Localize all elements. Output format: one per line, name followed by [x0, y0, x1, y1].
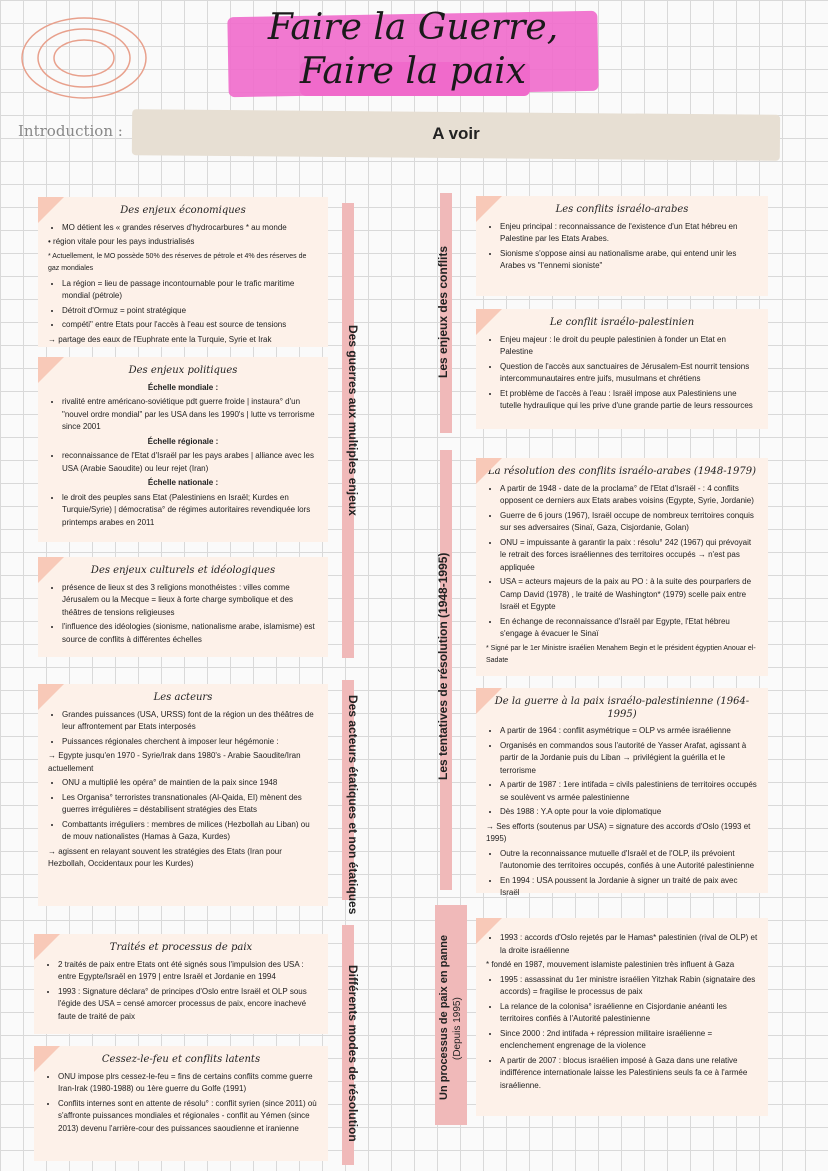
card-resolution-israelo-arabes [476, 458, 768, 676]
card-title: Des enjeux économiques [120, 205, 246, 216]
list-item: • ONU impose plrs cessez-le-feu = fins de certains conflits comme guerre Iran-Irak (1980-1988) ou 1ère guerre du Golfe (1991) [58, 1071, 318, 1096]
list-item: • A partir de 1987 : 1ere intifada = civils palestiniens de territoires occupés se soulèvent vs armée palestinienne [500, 779, 758, 804]
list-item: • Enjeu majeur : le droit du peuple palestinien à fonder un Etat en Palestine [500, 334, 758, 359]
list-item: • Les Organisa° terroristes transnationales (Al-Qaida, EI) mènent des guerres irrégulières = déstabilisent stratégies des Etats [62, 792, 318, 817]
avoir-text: A voir [432, 124, 480, 143]
list-item: • A partir de 1964 : conflit asymétrique = OLP vs armée israélienne [500, 725, 758, 738]
right-section2-label: Les tentatives de résolution (1948-1995) [436, 552, 450, 780]
list-item: • La région = lieu de passage incontournable pour le trafic maritime mondial (pétrole) [62, 278, 318, 303]
list-item: • présence de lieux st des 3 religions monothéistes : villes comme Jérusalem ou la Mecque = lieux à forte charge symbolique et des théâtres de tensions religieuses [62, 582, 318, 620]
list-item: • Dès 1988 : Y.A opte pour la voie diplomatique [500, 806, 758, 819]
scale-heading: Échelle régionale : [147, 436, 219, 446]
card-cessez-le-feu [34, 1046, 328, 1161]
right-section1-label: Les enjeux des conflits [436, 245, 450, 378]
card-enjeux-politiques [38, 357, 328, 542]
list-item: • Since 2000 : 2nd intifada + répression militaire israélienne = enclenchement engrenage de la violence [500, 1028, 758, 1053]
list-item: • A partir de 2007 : blocus israélien imposé à Gaza dans une relative indifférence internationale laisse les Palestiniens seuls fa ce à l'armée israélienne. [500, 1055, 758, 1093]
list-item: • rivalité entre américano-soviétique pdt guerre froide | instaura° d'un "nouvel ordre mondial" par les USA dans les 1990's | lutte vs terrorisme since 2001 [62, 396, 318, 434]
title-line-2: Faire la paix [299, 51, 527, 92]
right-section3-sub: (Depuis 1995) [452, 997, 463, 1060]
list-item: • USA = acteurs majeurs de la paix au PO : à la suite des pourparlers de Camp David (1978) , le traité de Washington* (1979) scelle paix entre Israël et Egypte [500, 576, 758, 614]
card-enjeux-culturels [38, 557, 328, 657]
list-item: • En 1994 : USA poussent la Jordanie à signer un traité de paix avec Israël [500, 875, 758, 900]
list-item: • Question de l'accès aux sanctuaires de Jérusalem-Est nourrit tensions intercommunautaires entre juifs, musulmans et chrétiens [500, 361, 758, 386]
list-item: • La relance de la colonisa° israélienne en Cisjordanie anéanti les territoires confiés à l'Autorité palestinienne [500, 1001, 758, 1026]
list-item: • 1993 : accords d'Oslo rejetés par le Hamas* palestinien (rival de OLP) et la droite israélienne [500, 932, 758, 957]
spiral-doodle [14, 8, 154, 108]
note: * fondé en 1987, mouvement islamiste palestinien très influent à Gaza [486, 960, 735, 969]
list-item: • Conflits internes sont en attente de résolu° : conflit syrien (since 2011) où s'affronte puissances mondiales et régionales - conflit au Yémen (since 2013) devenu l'arrière-cour des puissances saoudienne et iranienne [58, 1098, 318, 1136]
list-item: • Guerre de 6 jours (1967), Israël occupe de nombreux territoires conquis sur ses adversaires (Sinaï, Gaza, Cisjordanie, Golan) [500, 510, 758, 535]
card-conflits-israelo-arabes [476, 196, 768, 296]
card-title: Cessez-le-feu et conflits latents [101, 1054, 261, 1065]
card-title: Traités et processus de paix [109, 942, 253, 953]
page-title [228, 6, 598, 94]
list-item: • 2 traités de paix entre Etats ont été signés sous l'impulsion des USA : entre Egypte/Israël en 1979 | entre Israël et Jordanie en 1994 [58, 959, 318, 984]
title-line-1: Faire la Guerre, [267, 7, 559, 48]
list-item: • Et problème de l'accès à l'eau : Israël impose aux Palestiniens une tutelle hydraulique qui les prive d'une grande partie de leurs ressources [500, 388, 758, 413]
list-item: • Combattants irréguliers : membres de milices (Hezbollah au Liban) ou de mouv nationalistes (Hamas à Gaza, Kurdes) [62, 819, 318, 844]
footnote: * Signé par le 1er Ministre israélien Menahem Begin et le président égyptien Anouar el-Sadate [486, 644, 756, 664]
list-item: • Puissances régionales cherchent à imposer leur hégémonie : [62, 736, 318, 749]
left-section2-label: Des acteurs étatiques et non étatiques [346, 695, 360, 915]
card-title: Des enjeux politiques [128, 365, 238, 376]
list-item: • ONU = impuissante à garantir la paix : résolu° 242 (1967) qui prévoyait le retrait des forces israéliennes des territoires occupés → n'est pas appliquée [500, 537, 758, 575]
list-item: → partage des eaux de l'Euphrate ente la Turquie, Syrie et Irak [48, 334, 272, 344]
list-item: • région vitale pour les pays industrialisés [48, 237, 195, 246]
left-section1-label: Des guerres aux multiples enjeux [346, 325, 360, 516]
list-item: • compéti" entre Etats pour l'accès à l'eau est source de tensions [62, 319, 318, 332]
note: * Actuellement, le MO possède 50% des réserves de pétrole et 4% des réserves de gaz mondiales [48, 252, 307, 272]
card-title: Les acteurs [153, 692, 213, 703]
card-guerre-paix [476, 688, 768, 897]
card-title: La résolution des conflits israélo-arabes (1948-1979) [487, 466, 757, 477]
list-item: • Sionisme s'oppose ainsi au nationalisme arabe, qui entend unir les Arabes vs "l'ennemi sioniste" [500, 248, 758, 273]
list-item: • ONU a multiplié les opéra° de maintien de la paix since 1948 [62, 777, 318, 790]
list-item: • le droit des peuples sans Etat (Palestiniens en Israël; Kurdes en Turquie/Syrie) | démocratisa° de régimes autoritaires revendiquée lors printemps arabes en 2011 [62, 492, 318, 530]
list-item: • Organisés en commandos sous l'autorité de Yasser Arafat, agissant à partir de la Jordanie puis du Liban → privilégient la guérilla et le terrorisme [500, 740, 758, 778]
list-item: • Outre la reconnaissance mutuelle d'Israël et de l'OLP, ils prévoient l'autonomie des territoires occupés, confiés à une Autorité palestinienne [500, 848, 758, 873]
list-item: • reconnaissance de l'Etat d'Israël par les pays arabes | alliance avec les USA (Arabie Saoudite) ou leur rejet (Iran) [62, 450, 318, 475]
left-section3-label: Différents modes de résolution [346, 965, 360, 1142]
list-item: → Ses efforts (soutenus par USA) = signature des accords d'Oslo (1993 et 1995) [486, 821, 751, 843]
card-traites [34, 934, 328, 1034]
list-item: → agissent en relayant souvent les stratégies des Etats (Iran pour Hezbollah, Occidentaux pour les Kurdes) [48, 846, 282, 868]
scale-heading: Échelle nationale : [147, 478, 219, 487]
card-enjeux-economiques [38, 197, 328, 347]
intro-label: Introduction : [18, 122, 123, 140]
list-item: → Egypte jusqu'en 1970 - Syrie/Irak dans 1980's - Arabie Saoudite/Iran actuellement [48, 751, 301, 773]
list-item: • 1993 : Signature déclara° de principes d'Oslo entre Israël et OLP sous l'égide des USA = censé amorcer processus de paix, encore inachevé faute de traité de paix [58, 986, 318, 1024]
right-section3-label: Un processus de paix en panne [438, 934, 450, 1100]
list-item: • En échange de reconnaissance d'Israël par Egypte, l'Etat hébreu s'engage à évacuer le Sinaï [500, 616, 758, 641]
list-item: • MO détient les « grandes réserves d'hydrocarbures * au monde [62, 222, 318, 235]
card-acteurs [38, 684, 328, 906]
card-processus-paix-panne [476, 918, 768, 1116]
card-title: De la guerre à la paix israélo-palestinienne (1964-1995) [494, 696, 750, 720]
list-item: • Enjeu principal : reconnaissance de l'existence d'un Etat hébreu en Palestine par les Etats Arabes. [500, 221, 758, 246]
list-item: • l'influence des idéologies (sionisme, nationalisme arabe, islamisme) est source de conflits à différentes échelles [62, 621, 318, 646]
card-title: Les conflits israélo-arabes [555, 204, 689, 215]
scale-heading: Échelle mondiale : [147, 382, 219, 392]
list-item: • Détroit d'Ormuz = point stratégique [62, 305, 318, 318]
card-title: Des enjeux culturels et idéologiques [90, 565, 276, 576]
list-item: • A partir de 1948 - date de la proclama° de l'Etat d'Israël - : 4 conflits opposent ce derniers aux Etats arabes voisins (Egypte, Syrie, Jordanie) [500, 483, 758, 508]
card-title: Le conflit israélo-palestinien [549, 317, 695, 328]
list-item: • 1995 : assassinat du 1er ministre israélien Yitzhak Rabin (signataire des accords) = fragilise le processus de paix [500, 974, 758, 999]
card-conflit-israelo-palestinien [476, 309, 768, 429]
list-item: • Grandes puissances (USA, URSS) font de la région un des théâtres de leur affrontement par Etats interposés [62, 709, 318, 734]
